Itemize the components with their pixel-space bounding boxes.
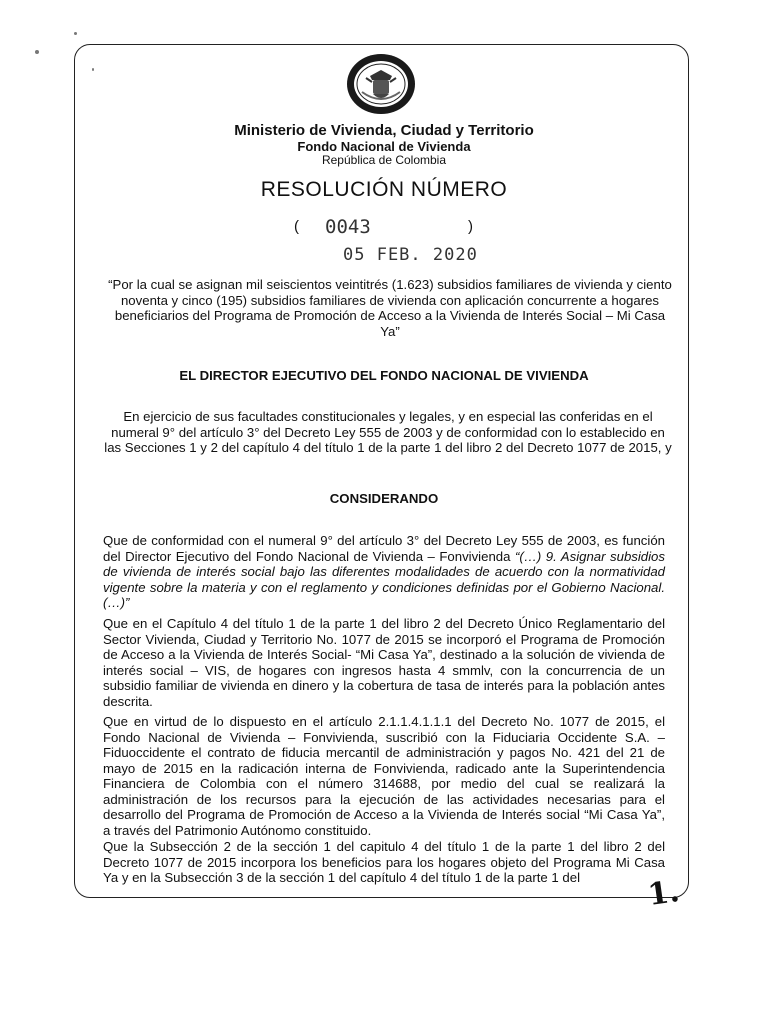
paragraph-1-quote: “(…) 9. Asignar subsidios de vivienda de interés social bajo las diferentes modalidades de acuerdo con la normatividad vigente sobre la materia y con el reglamento y condiciones definidas por el Gobierno Nacional. (…)” xyxy=(103,548,665,610)
resolution-subject: “Por la cual se asignan mil seiscientos veintitrés (1.623) subsidios familiares de vivienda y ciento noventa y cinco (195) subsidios familiares de vivienda con aplicación concurrente a hogares beneficiarios del Programa de Promoción de Acceso a la Vivienda de Interés Social – Mi Casa Ya” xyxy=(108,277,672,339)
paragraph-1-text: Que de conformidad con el numeral 9° del artículo 3° del Decreto Ley 555 de 2003, es función del Director Ejecutivo del Fondo Nacional de Vivienda – Fonvivienda xyxy=(103,533,665,564)
resolution-number: 0043 xyxy=(325,216,371,238)
ministry-name: Ministerio de Vivienda, Ciudad y Territorio xyxy=(234,122,534,139)
considerando-paragraph-1 xyxy=(103,533,665,611)
colombia-seal-icon xyxy=(342,52,420,116)
considerando-heading: CONSIDERANDO xyxy=(329,491,439,506)
page-number: 1. xyxy=(645,873,682,914)
paren-open: ( xyxy=(294,218,299,235)
considerando-paragraph-2: Que en el Capítulo 4 del título 1 de la parte 1 del libro 2 del Decreto Único Reglamentario del Sector Vivienda, Ciudad y Territorio No. 1077 de 2015 se incorporó el Programa de Promoción de Acceso a la Vivienda de Interés Social- “Mi Casa Ya”, destinado a la solución de vivienda de interés social – VIS, de hogares con ingresos hasta 4 smmlv, con la concurrencia de un subsidio familiar de vivienda en dinero y la cobertura de tasa de interés para la población antes descrita. xyxy=(103,616,665,709)
facultades-paragraph: En ejercicio de sus facultades constitucionales y legales, y en especial las conferidas en el numeral 9° del artículo 3° del Decreto Ley 555 de 2003 y de conformidad con lo establecido en las Secciones 1 y 2 del capítulo 4 del título 1 de la parte 1 del libro 2 del Decreto 1077 de 2015, y xyxy=(104,409,672,455)
fondo-name: Fondo Nacional de Vivienda xyxy=(297,139,471,154)
scan-speck xyxy=(74,32,77,35)
scan-speck xyxy=(92,68,94,71)
director-heading: EL DIRECTOR EJECUTIVO DEL FONDO NACIONAL DE VIVIENDA xyxy=(179,368,589,383)
country-name: República de Colombia xyxy=(321,153,447,167)
resolution-title: RESOLUCIÓN NÚMERO xyxy=(260,178,508,201)
considerando-paragraph-4: Que la Subsección 2 de la sección 1 del capitulo 4 del título 1 de la parte 1 del libro 2 del Decreto 1077 de 2015 incorpora los beneficios para los hogares objeto del Programa Mi Casa Ya y en la Subsección 3 de la sección 1 del capítulo 4 del título 1 de la parte 1 del xyxy=(103,839,665,885)
paren-close: ) xyxy=(468,218,473,235)
considerando-paragraph-3: Que en virtud de lo dispuesto en el artículo 2.1.1.4.1.1.1 del Decreto No. 1077 de 2015, el Fondo Nacional de Vivienda – Fonvivienda, suscribió con la Fiduciaria Occidente S.A. – Fiduoccidente el contrato de fiducia mercantil de administración y pagos No. 421 del 21 de mayo de 2015 en la radicación interna de Fonvivienda, radicado ante la Superintendencia Financiera de Colombia con el número 314688, por medio del cual se realizará la administración de los recursos para la ejecución de las actividades necesarias para el desarrollo del Programa de Promoción de Acceso a la Vivienda de Interés social “Mi Casa Ya”, a través del Patrimonio Autónomo constituido. xyxy=(103,714,665,838)
scan-speck xyxy=(35,50,39,54)
resolution-date: 05 FEB. 2020 xyxy=(343,245,478,265)
